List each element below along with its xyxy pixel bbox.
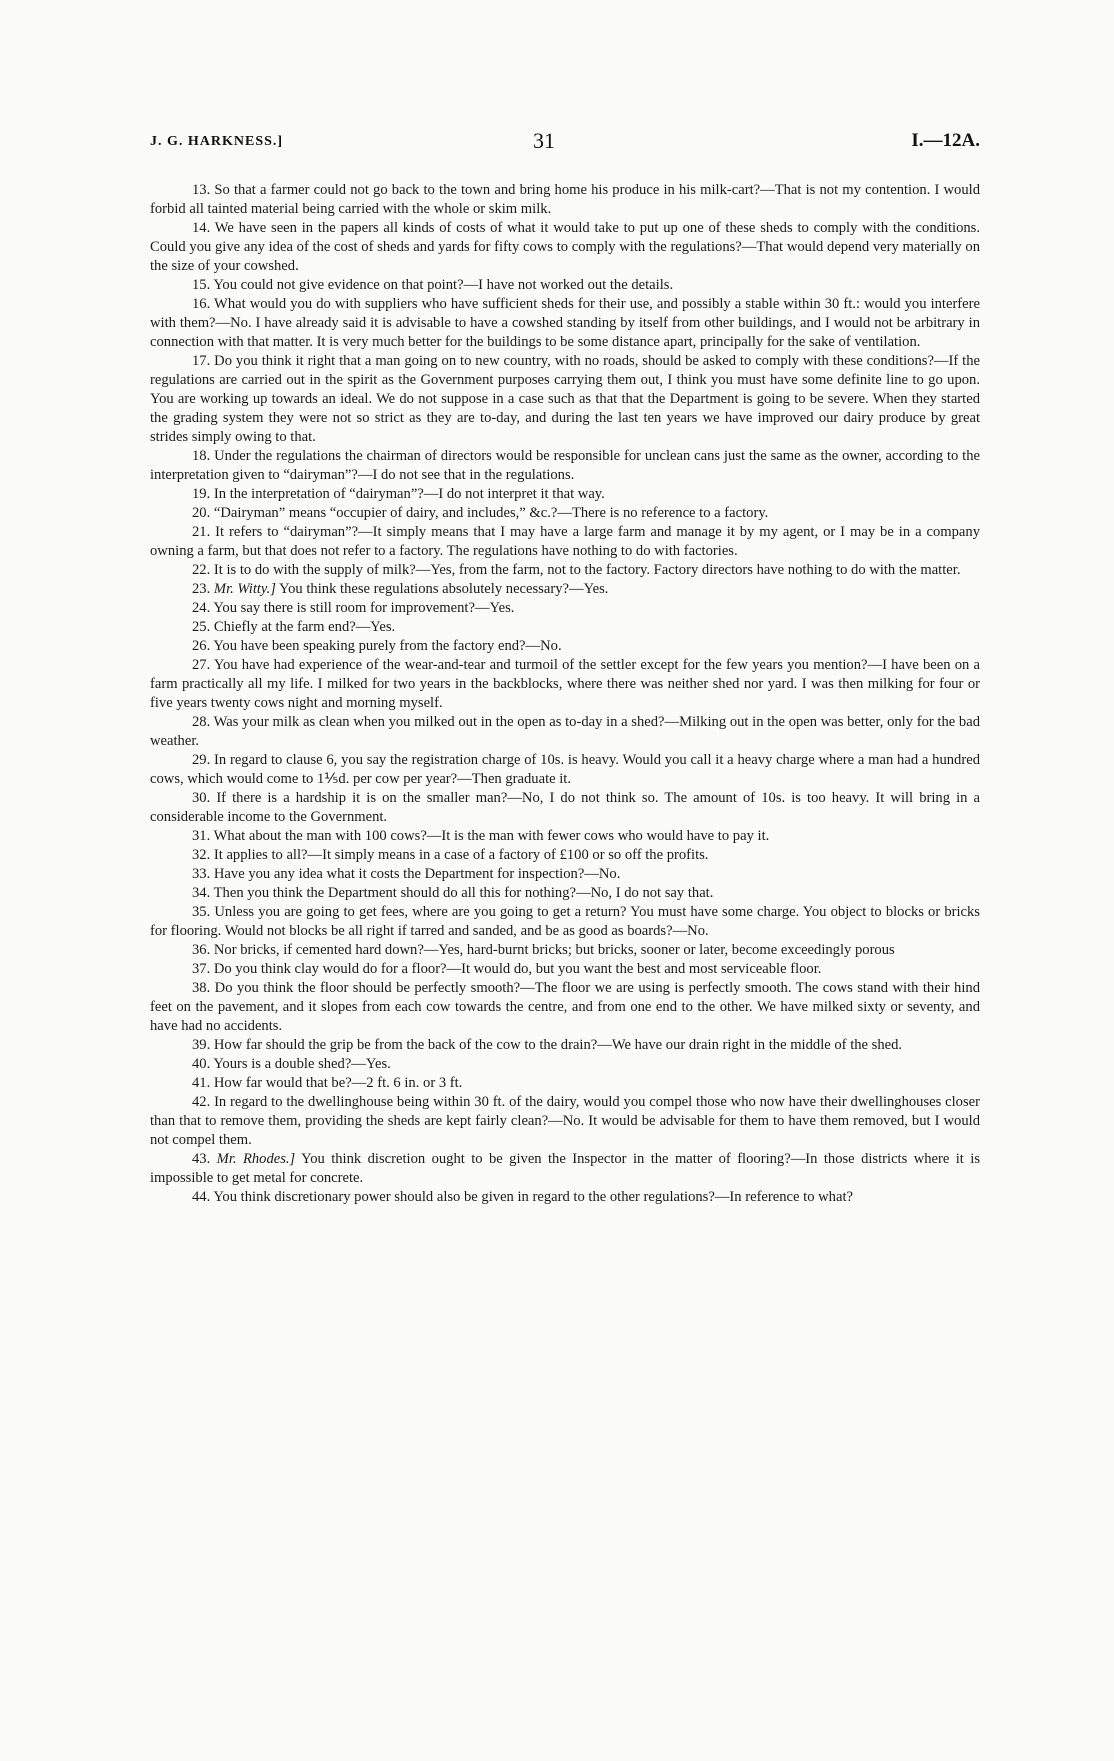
paragraph-20: 20. “Dairyman” means “occupier of dairy, and includes,” &c.?—There is no reference to a factory.: [192, 505, 769, 521]
paragraph-38: 38. Do you think the floor should be perfectly smooth?—The floor we are using is perfectly smooth. The cows stand with their hind feet on the pavement, and it slopes from each cow towards the centre, and from one end to the other. We have milked sixty or seventy, and have had no accidents.: [150, 980, 980, 1034]
paragraph-37: 37. Do you think clay would do for a floor?—It would do, but you want the best and most serviceable floor.: [192, 961, 822, 977]
speaker-label: Mr. Witty.]: [213, 581, 276, 597]
paragraph-35: 35. Unless you are going to get fees, where are you going to get a return? You must have some charge. You object to blocks or bricks for flooring. Would not blocks be all right if tarred and sanded, and be as good as boards?—No.: [150, 904, 980, 939]
paragraph-40: 40. Yours is a double shed?—Yes.: [192, 1056, 391, 1072]
paragraph-13: 13. So that a farmer could not go back to the town and bring home his produce in his milk-cart?—That is not my contention. I would forbid all tainted material being carried with the whole or skim milk.: [150, 182, 980, 217]
paragraph-26: 26. You have been speaking purely from the factory end?—No.: [192, 638, 562, 654]
paragraph-text: You think these regulations absolutely necessary?—Yes.: [279, 581, 609, 597]
paragraph-42: 42. In regard to the dwellinghouse being within 30 ft. of the dairy, would you compel those who now have their dwellinghouses closer than that to remove them, providing the sheds are kept fairly clean?—No. It would be advisable for them to have them removed, but I would not compel them.: [150, 1094, 980, 1148]
paragraph-16: 16. What would you do with suppliers who have sufficient sheds for their use, and possibly a stable within 30 ft.: would you interfere with them?—No. I have already said it is advisable to have a cowshed standing by itself from other buildings, and I would not be arbitrary in connection with that matter. It is very much better for the buildings to be some distance apart, principally for the sake of ventilation.: [150, 296, 980, 350]
paragraph-33: 33. Have you any idea what it costs the Department for inspection?—No.: [192, 866, 621, 882]
paragraph-29: 29. In regard to clause 6, you say the registration charge of 10s. is heavy. Would you call it a heavy charge where a man had a hundred cows, which would come to 1⅕d. per cow per year?—Then graduate it.: [150, 752, 980, 787]
speaker-label: Mr. Rhodes.]: [216, 1151, 296, 1167]
paragraph-15: 15. You could not give evidence on that point?—I have not worked out the details.: [192, 277, 674, 293]
paragraph-31: 31. What about the man with 100 cows?—It is the man with fewer cows who would have to pay it.: [192, 828, 770, 844]
document-body: [150, 181, 980, 1207]
witness-name: J. G. HARKNESS.]: [150, 134, 284, 149]
paragraph-number: 23.: [192, 581, 211, 597]
paragraph-23: [150, 580, 980, 599]
paragraph-44: 44. You think discretionary power should also be given in regard to the other regulations?—In reference to what?: [192, 1189, 853, 1205]
paragraph-19: 19. In the interpretation of “dairyman”?—I do not interpret it that way.: [192, 486, 605, 502]
paragraph-21: 21. It refers to “dairyman”?—It simply means that I may have a large farm and manage it by my agent, or I may be in a company owning a farm, but that does not refer to a factory. The regulations have nothing to do with factories.: [150, 524, 980, 559]
page-header: [150, 128, 980, 158]
document-reference: I.—12A.: [911, 130, 980, 151]
paragraph-43: [150, 1150, 980, 1188]
paragraph-24: 24. You say there is still room for improvement?—Yes.: [192, 600, 515, 616]
paragraph-22: 22. It is to do with the supply of milk?—Yes, from the farm, not to the factory. Factory directors have nothing to do with the matter.: [192, 562, 961, 578]
paragraph-30: 30. If there is a hardship it is on the smaller man?—No, I do not think so. The amount of 10s. is too heavy. It will bring in a considerable income to the Government.: [150, 790, 980, 825]
paragraph-32: 32. It applies to all?—It simply means in a case of a factory of £100 or so off the profits.: [192, 847, 709, 863]
paragraph-number: 43.: [192, 1151, 211, 1167]
paragraph-28: 28. Was your milk as clean when you milked out in the open as to-day in a shed?—Milking out in the open was better, only for the bad weather.: [150, 714, 980, 749]
paragraph-18: 18. Under the regulations the chairman of directors would be responsible for unclean cans just the same as the owner, according to the interpretation given to “dairyman”?—I do not see that in the regulations.: [150, 448, 980, 483]
paragraph-34: 34. Then you think the Department should do all this for nothing?—No, I do not say that.: [192, 885, 714, 901]
paragraph-39: 39. How far should the grip be from the back of the cow to the drain?—We have our drain right in the middle of the shed.: [192, 1037, 903, 1053]
paragraph-14: 14. We have seen in the papers all kinds of costs of what it would take to put up one of these sheds to comply with the conditions. Could you give any idea of the cost of sheds and yards for fifty cows to comply with the regulations?—That would depend very materially on the size of your cowshed.: [150, 220, 980, 274]
paragraph-25: 25. Chiefly at the farm end?—Yes.: [192, 619, 396, 635]
paragraph-41: 41. How far would that be?—2 ft. 6 in. or 3 ft.: [192, 1075, 463, 1091]
paragraph-36: 36. Nor bricks, if cemented hard down?—Yes, hard-burnt bricks; but bricks, sooner or later, become exceedingly porous: [192, 942, 895, 958]
page-number: 31: [533, 128, 555, 153]
paragraph-17: 17. Do you think it right that a man going on to new country, with no roads, should be asked to comply with these conditions?—If the regulations are carried out in the spirit as the Government purposes carrying them out, I think you must have some definite line to go upon. You are working up towards an ideal. We do not suppose in a case such as that that the Department is going to be severe. When they started the grading system they were not so strict as they are to-day, and during the last ten years we have improved our dairy produce by great strides simply owing to that.: [150, 353, 980, 445]
paragraph-27: 27. You have had experience of the wear-and-tear and turmoil of the settler except for the few years you mention?—I have been on a farm practically all my life. I milked for two years in the backblocks, where there was neither shed nor yard. I was then milking for four or five years twenty cows night and morning myself.: [150, 657, 980, 711]
paragraph-text: You think discretion ought to be given the Inspector in the matter of flooring?—In those districts where it is impossible to get metal for concrete.: [150, 1151, 981, 1186]
